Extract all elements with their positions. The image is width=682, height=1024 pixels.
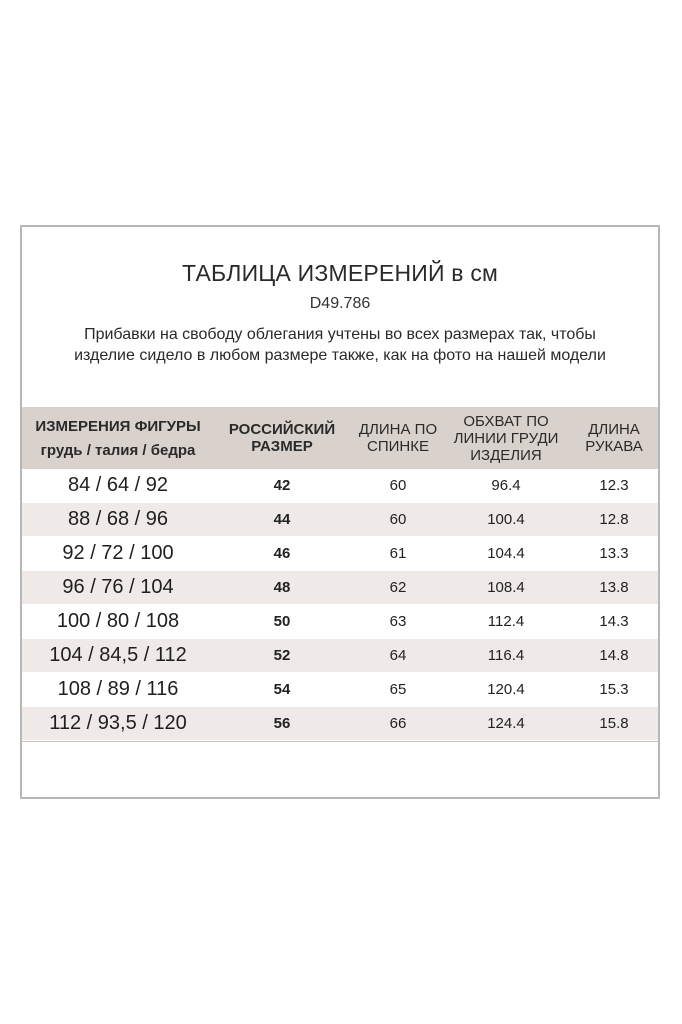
measurements-table <box>22 407 658 742</box>
size-cell: 44 <box>273 511 291 528</box>
figure-cell: 100 / 80 / 108 <box>56 610 180 632</box>
figure-cell: 88 / 68 / 96 <box>67 508 169 530</box>
header-chest-line-3: ИЗДЕЛИЯ <box>470 446 542 464</box>
header-back-line-1: ДЛИНА ПО <box>358 421 438 438</box>
table-row <box>22 537 658 571</box>
back-length-cell: 61 <box>389 545 407 562</box>
chart-title: ТАБЛИЦА ИЗМЕРЕНИЙ в см <box>181 260 499 286</box>
header-back-length <box>350 407 446 469</box>
back-length-cell: 62 <box>389 579 407 596</box>
fit-note <box>52 324 628 366</box>
header-back-line-2: СПИНКЕ <box>367 438 429 455</box>
header-russian-size <box>214 407 350 469</box>
back-length-cell: 60 <box>389 511 407 528</box>
chest-girth-cell: 104.4 <box>487 545 525 562</box>
header-size-line-1: РОССИЙСКИЙ <box>228 421 336 438</box>
size-cell: 50 <box>273 613 291 630</box>
chest-girth-cell: 116.4 <box>487 647 525 664</box>
figure-cell: 92 / 72 / 100 <box>62 542 174 564</box>
sleeve-length-cell: 12.3 <box>599 477 629 494</box>
chest-girth-cell: 112.4 <box>487 613 525 630</box>
size-cell: 42 <box>273 477 291 494</box>
figure-cell: 96 / 76 / 104 <box>62 576 174 598</box>
header-figure-measurements <box>22 407 214 469</box>
figure-cell: 104 / 84,5 / 112 <box>49 644 187 666</box>
header-chest-line-1: ОБХВАТ ПО <box>463 412 549 430</box>
product-code: D49.786 <box>309 295 371 312</box>
back-length-cell: 64 <box>389 647 407 664</box>
fit-note-line-2: изделие сидело в любом размере также, как на фото на нашей модели <box>74 347 606 364</box>
table-body <box>22 469 658 741</box>
figure-cell: 84 / 64 / 92 <box>67 474 169 496</box>
table-row <box>22 503 658 537</box>
table-row <box>22 469 658 503</box>
fit-note-line-1: Прибавки на свободу облегания учтены во всех размерах так, чтобы <box>84 326 596 343</box>
sleeve-length-cell: 14.3 <box>599 613 629 630</box>
figure-cell: 108 / 89 / 116 <box>57 678 179 700</box>
header-figure-subtitle: грудь / талия / бедра <box>40 441 196 459</box>
header-figure-title: ИЗМЕРЕНИЯ ФИГУРЫ <box>35 417 201 435</box>
table-bottom-rule <box>22 741 658 742</box>
size-cell: 46 <box>273 545 291 562</box>
size-chart-card <box>20 225 660 799</box>
chest-girth-cell: 108.4 <box>487 579 525 596</box>
sleeve-length-cell: 12.8 <box>599 511 629 528</box>
sleeve-length-cell: 15.8 <box>599 715 629 732</box>
header-size-line-2: РАЗМЕР <box>251 438 313 455</box>
header-sleeve-length <box>566 407 662 469</box>
table-row <box>22 673 658 707</box>
figure-cell: 112 / 93,5 / 120 <box>49 712 187 734</box>
back-length-cell: 63 <box>389 613 407 630</box>
size-cell: 56 <box>273 715 291 732</box>
table-row <box>22 571 658 605</box>
sleeve-length-cell: 14.8 <box>599 647 629 664</box>
sleeve-length-cell: 15.3 <box>599 681 629 698</box>
back-length-cell: 65 <box>389 681 407 698</box>
size-cell: 54 <box>273 681 291 698</box>
header-chest-girth <box>446 407 566 469</box>
chest-girth-cell: 96.4 <box>491 477 521 494</box>
table-row <box>22 639 658 673</box>
table-row <box>22 605 658 639</box>
header-sleeve-line-2: РУКАВА <box>585 438 643 455</box>
chest-girth-cell: 100.4 <box>487 511 525 528</box>
chest-girth-cell: 120.4 <box>487 681 525 698</box>
sleeve-length-cell: 13.8 <box>599 579 629 596</box>
header-sleeve-line-1: ДЛИНА <box>588 421 640 438</box>
back-length-cell: 60 <box>389 477 407 494</box>
back-length-cell: 66 <box>389 715 407 732</box>
chest-girth-cell: 124.4 <box>487 715 525 732</box>
header-chest-line-2: ЛИНИИ ГРУДИ <box>453 429 559 447</box>
table-row <box>22 707 658 741</box>
size-cell: 52 <box>273 647 291 664</box>
size-cell: 48 <box>273 579 291 596</box>
table-header <box>22 407 658 469</box>
sleeve-length-cell: 13.3 <box>599 545 629 562</box>
